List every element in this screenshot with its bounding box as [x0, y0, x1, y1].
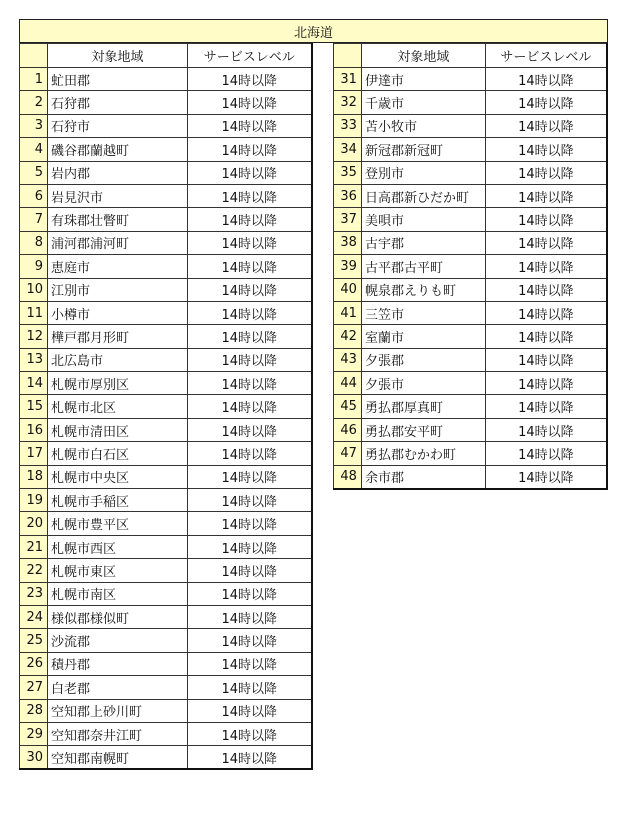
table-row	[20, 68, 312, 91]
row-number: 26	[20, 652, 48, 675]
area-name: 勇払郡厚真町	[361, 395, 485, 418]
service-level: 14時以降	[188, 255, 312, 278]
service-level: 14時以降	[188, 489, 312, 512]
area-name: 札幌市手稲区	[48, 489, 188, 512]
table-row	[20, 418, 312, 441]
table-row	[20, 722, 312, 745]
row-number: 21	[20, 535, 48, 558]
row-number: 8	[20, 231, 48, 254]
area-name: 石狩郡	[48, 91, 188, 114]
service-level: 14時以降	[188, 582, 312, 605]
row-number: 30	[20, 746, 48, 769]
table-row	[334, 418, 608, 441]
row-number: 1	[20, 68, 48, 91]
row-number: 23	[20, 582, 48, 605]
service-level: 14時以降	[188, 278, 312, 301]
number-column-header	[334, 44, 362, 68]
area-name: 札幌市中央区	[48, 465, 188, 488]
row-number: 9	[20, 255, 48, 278]
area-name: 美唄市	[361, 208, 485, 231]
row-number: 37	[334, 208, 362, 231]
service-level: 14時以降	[188, 746, 312, 769]
area-name: 恵庭市	[48, 255, 188, 278]
area-name: 北広島市	[48, 348, 188, 371]
area-name: 積丹郡	[48, 652, 188, 675]
right-area-table	[333, 43, 608, 490]
service-level: 14時以降	[485, 465, 607, 488]
service-level: 14時以降	[485, 278, 607, 301]
service-level: 14時以降	[188, 699, 312, 722]
table-row	[20, 255, 312, 278]
row-number: 7	[20, 208, 48, 231]
table-row	[20, 465, 312, 488]
service-level: 14時以降	[188, 629, 312, 652]
row-number: 17	[20, 442, 48, 465]
table-row	[20, 582, 312, 605]
table-row	[20, 605, 312, 628]
table-row	[334, 138, 608, 161]
table-row	[334, 348, 608, 371]
service-level: 14時以降	[485, 395, 607, 418]
row-number: 4	[20, 138, 48, 161]
area-name: 札幌市東区	[48, 559, 188, 582]
area-name: 勇払郡むかわ町	[361, 442, 485, 465]
table-row	[334, 184, 608, 207]
table-row	[20, 629, 312, 652]
row-number: 22	[20, 559, 48, 582]
table-row	[20, 114, 312, 137]
row-number: 29	[20, 722, 48, 745]
row-number: 2	[20, 91, 48, 114]
table-row	[20, 91, 312, 114]
service-level: 14時以降	[485, 161, 607, 184]
row-number: 6	[20, 184, 48, 207]
row-number: 20	[20, 512, 48, 535]
header-row	[20, 44, 312, 68]
service-level: 14時以降	[485, 91, 607, 114]
area-name: 勇払郡安平町	[361, 418, 485, 441]
area-name: 沙流郡	[48, 629, 188, 652]
service-level: 14時以降	[485, 208, 607, 231]
service-level: 14時以降	[188, 465, 312, 488]
header-row	[334, 44, 608, 68]
service-level: 14時以降	[188, 372, 312, 395]
area-name: 新冠郡新冠町	[361, 138, 485, 161]
service-level: 14時以降	[188, 161, 312, 184]
row-number: 47	[334, 442, 362, 465]
row-number: 45	[334, 395, 362, 418]
service-level: 14時以降	[188, 418, 312, 441]
area-name: 札幌市白石区	[48, 442, 188, 465]
service-level: 14時以降	[188, 208, 312, 231]
row-number: 31	[334, 68, 362, 91]
table-row	[20, 372, 312, 395]
service-level: 14時以降	[188, 559, 312, 582]
table-row	[334, 325, 608, 348]
row-number: 10	[20, 278, 48, 301]
service-level: 14時以降	[188, 348, 312, 371]
service-level: 14時以降	[188, 535, 312, 558]
table-row	[20, 138, 312, 161]
row-number: 15	[20, 395, 48, 418]
table-row	[334, 301, 608, 324]
table-row	[334, 395, 608, 418]
row-number: 25	[20, 629, 48, 652]
area-name: 樺戸郡月形町	[48, 325, 188, 348]
service-level: 14時以降	[485, 442, 607, 465]
row-number: 28	[20, 699, 48, 722]
service-level: 14時以降	[485, 138, 607, 161]
area-name: 夕張市	[361, 372, 485, 395]
table-row	[334, 208, 608, 231]
table-row	[20, 325, 312, 348]
left-area-table	[19, 43, 313, 770]
area-name: 磯谷郡蘭越町	[48, 138, 188, 161]
service-level: 14時以降	[485, 418, 607, 441]
table-row	[20, 512, 312, 535]
row-number: 14	[20, 372, 48, 395]
table-row	[334, 442, 608, 465]
table-row	[334, 255, 608, 278]
area-name: 札幌市西区	[48, 535, 188, 558]
area-name: 幌泉郡えりも町	[361, 278, 485, 301]
row-number: 33	[334, 114, 362, 137]
row-number: 5	[20, 161, 48, 184]
service-level: 14時以降	[188, 184, 312, 207]
service-level-column-header: サービスレベル	[485, 44, 607, 68]
table-row	[20, 231, 312, 254]
area-name: 余市郡	[361, 465, 485, 488]
area-name: 札幌市北区	[48, 395, 188, 418]
area-column-header: 対象地域	[361, 44, 485, 68]
area-name: 岩見沢市	[48, 184, 188, 207]
row-number: 43	[334, 348, 362, 371]
row-number: 48	[334, 465, 362, 488]
area-column-header: 対象地域	[48, 44, 188, 68]
table-row	[20, 348, 312, 371]
area-name: 空知郡奈井江町	[48, 722, 188, 745]
area-name: 夕張郡	[361, 348, 485, 371]
row-number: 38	[334, 231, 362, 254]
table-row	[20, 278, 312, 301]
row-number: 44	[334, 372, 362, 395]
service-level-column-header: サービスレベル	[188, 44, 312, 68]
area-name: 白老郡	[48, 676, 188, 699]
coverage-sheet	[19, 19, 608, 807]
table-row	[334, 91, 608, 114]
row-number: 42	[334, 325, 362, 348]
table-row	[334, 114, 608, 137]
service-level: 14時以降	[485, 231, 607, 254]
area-name: 空知郡南幌町	[48, 746, 188, 769]
area-name: 小樽市	[48, 301, 188, 324]
table-row	[20, 301, 312, 324]
area-name: 伊達市	[361, 68, 485, 91]
service-level: 14時以降	[188, 68, 312, 91]
area-name: 有珠郡壮瞥町	[48, 208, 188, 231]
table-row	[334, 465, 608, 488]
row-number: 27	[20, 676, 48, 699]
area-name: 登別市	[361, 161, 485, 184]
table-row	[334, 68, 608, 91]
row-number: 18	[20, 465, 48, 488]
area-name: 札幌市厚別区	[48, 372, 188, 395]
area-name: 石狩市	[48, 114, 188, 137]
table-row	[20, 161, 312, 184]
table-row	[20, 535, 312, 558]
service-level: 14時以降	[188, 605, 312, 628]
table-row	[20, 652, 312, 675]
area-name: 日高郡新ひだか町	[361, 184, 485, 207]
row-number: 46	[334, 418, 362, 441]
service-level: 14時以降	[485, 114, 607, 137]
table-row	[20, 395, 312, 418]
row-number: 35	[334, 161, 362, 184]
left-table-body	[20, 68, 312, 770]
row-number: 34	[334, 138, 362, 161]
area-name: 千歳市	[361, 91, 485, 114]
area-name: 古宇郡	[361, 231, 485, 254]
area-name: 三笠市	[361, 301, 485, 324]
row-number: 12	[20, 325, 48, 348]
service-level: 14時以降	[188, 91, 312, 114]
table-row	[334, 161, 608, 184]
table-row	[20, 184, 312, 207]
service-level: 14時以降	[485, 301, 607, 324]
region-title: 北海道	[19, 19, 608, 43]
area-name: 札幌市清田区	[48, 418, 188, 441]
area-name: 札幌市豊平区	[48, 512, 188, 535]
table-row	[20, 559, 312, 582]
area-name: 虻田郡	[48, 68, 188, 91]
service-level: 14時以降	[485, 68, 607, 91]
table-row	[20, 442, 312, 465]
row-number: 19	[20, 489, 48, 512]
table-row	[20, 746, 312, 769]
service-level: 14時以降	[188, 652, 312, 675]
table-row	[20, 676, 312, 699]
service-level: 14時以降	[485, 348, 607, 371]
row-number: 36	[334, 184, 362, 207]
row-number: 41	[334, 301, 362, 324]
row-number: 32	[334, 91, 362, 114]
service-level: 14時以降	[188, 722, 312, 745]
row-number: 39	[334, 255, 362, 278]
table-row	[20, 208, 312, 231]
row-number: 3	[20, 114, 48, 137]
service-level: 14時以降	[188, 231, 312, 254]
service-level: 14時以降	[188, 114, 312, 137]
service-level: 14時以降	[188, 138, 312, 161]
row-number: 13	[20, 348, 48, 371]
area-name: 古平郡古平町	[361, 255, 485, 278]
area-name: 江別市	[48, 278, 188, 301]
area-name: 岩内郡	[48, 161, 188, 184]
service-level: 14時以降	[485, 255, 607, 278]
service-level: 14時以降	[188, 676, 312, 699]
area-name: 空知郡上砂川町	[48, 699, 188, 722]
table-row	[334, 278, 608, 301]
area-name: 苫小牧市	[361, 114, 485, 137]
service-level: 14時以降	[188, 325, 312, 348]
area-name: 室蘭市	[361, 325, 485, 348]
table-row	[334, 231, 608, 254]
row-number: 24	[20, 605, 48, 628]
service-level: 14時以降	[188, 442, 312, 465]
service-level: 14時以降	[485, 372, 607, 395]
service-level: 14時以降	[485, 184, 607, 207]
area-name: 札幌市南区	[48, 582, 188, 605]
service-level: 14時以降	[485, 325, 607, 348]
table-row	[20, 489, 312, 512]
service-level: 14時以降	[188, 395, 312, 418]
table-row	[20, 699, 312, 722]
right-table-body	[334, 68, 608, 489]
service-level: 14時以降	[188, 512, 312, 535]
number-column-header	[20, 44, 48, 68]
row-number: 40	[334, 278, 362, 301]
row-number: 11	[20, 301, 48, 324]
row-number: 16	[20, 418, 48, 441]
service-level: 14時以降	[188, 301, 312, 324]
table-row	[334, 372, 608, 395]
area-name: 様似郡様似町	[48, 605, 188, 628]
area-name: 浦河郡浦河町	[48, 231, 188, 254]
